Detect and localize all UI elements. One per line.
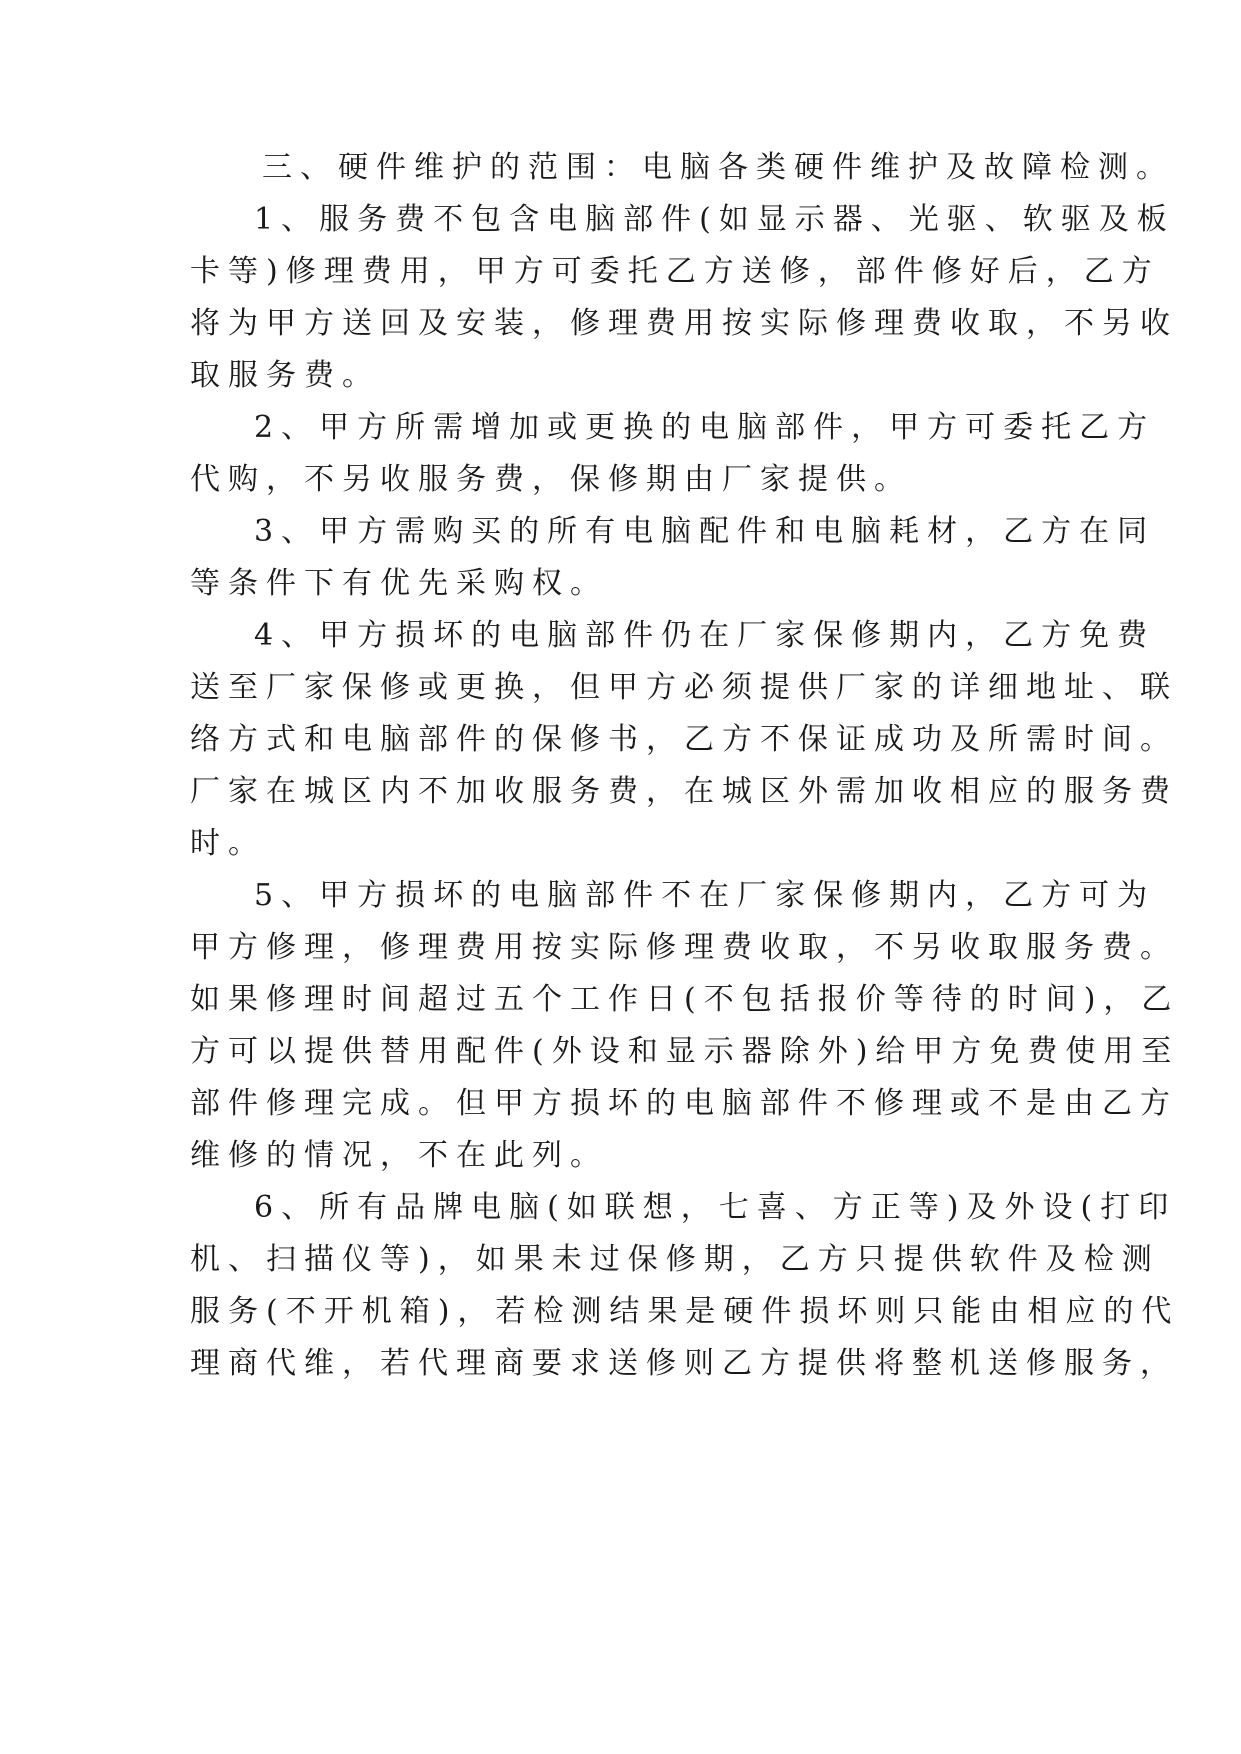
clause-6-line-1: 6、所有品牌电脑(如联想，七喜、方正等)及外设(打印	[254, 1190, 1177, 1225]
clause-5-line-2: 甲方修理，修理费用按实际修理费收取，不另收取服务费。	[190, 930, 1178, 965]
clause-5-line-3: 如果修理时间超过五个工作日(不包括报价等待的时间)，乙	[190, 982, 1180, 1017]
clause-5-line-5: 部件修理完成。但甲方损坏的电脑部件不修理或不是由乙方	[190, 1086, 1178, 1121]
clause-2-line-2: 代购，不另收服务费，保修期由厂家提供。	[190, 462, 912, 497]
clause-5-line-1: 5、甲方损坏的电脑部件不在厂家保修期内，乙方可为	[254, 878, 1156, 913]
clause-6-line-4: 理商代维，若代理商要求送修则乙方提供将整机送修服务，	[190, 1346, 1178, 1381]
section-heading-hardware-scope: 三、硬件维护的范围：电脑各类硬件维护及故障检测。	[262, 150, 1174, 185]
clause-4-line-2: 送至厂家保修或更换，但甲方必须提供厂家的详细地址、联	[190, 670, 1178, 705]
clause-4-line-5: 时。	[190, 826, 266, 861]
clause-4-line-4: 厂家在城区内不加收服务费，在城区外需加收相应的服务费	[190, 774, 1178, 809]
clause-1-line-3: 将为甲方送回及安装，修理费用按实际修理费收取，不另收	[190, 306, 1178, 341]
clause-5-line-4: 方可以提供替用配件(外设和显示器除外)给甲方免费使用至	[190, 1034, 1180, 1069]
clause-4-line-1: 4、甲方损坏的电脑部件仍在厂家保修期内，乙方免费	[254, 618, 1156, 653]
clause-6-line-2: 机、扫描仪等)，如果未过保修期，乙方只提供软件及检测	[190, 1242, 1160, 1277]
clause-3-line-2: 等条件下有优先采购权。	[190, 566, 608, 601]
clause-4-line-3: 络方式和电脑部件的保修书，乙方不保证成功及所需时间。	[190, 722, 1178, 757]
clause-1-line-4: 取服务费。	[190, 358, 380, 393]
clause-2-line-1: 2、甲方所需增加或更换的电脑部件，甲方可委托乙方	[254, 410, 1156, 445]
clause-1-line-1: 1、服务费不包含电脑部件(如显示器、光驱、软驱及板	[254, 202, 1175, 237]
clause-6-line-3: 服务(不开机箱)，若检测结果是硬件损坏则只能由相应的代	[190, 1294, 1180, 1329]
clause-3-line-1: 3、甲方需购买的所有电脑配件和电脑耗材，乙方在同	[254, 514, 1156, 549]
clause-5-line-6: 维修的情况，不在此列。	[190, 1138, 608, 1173]
clause-1-line-2: 卡等)修理费用，甲方可委托乙方送修，部件修好后，乙方	[190, 254, 1160, 289]
